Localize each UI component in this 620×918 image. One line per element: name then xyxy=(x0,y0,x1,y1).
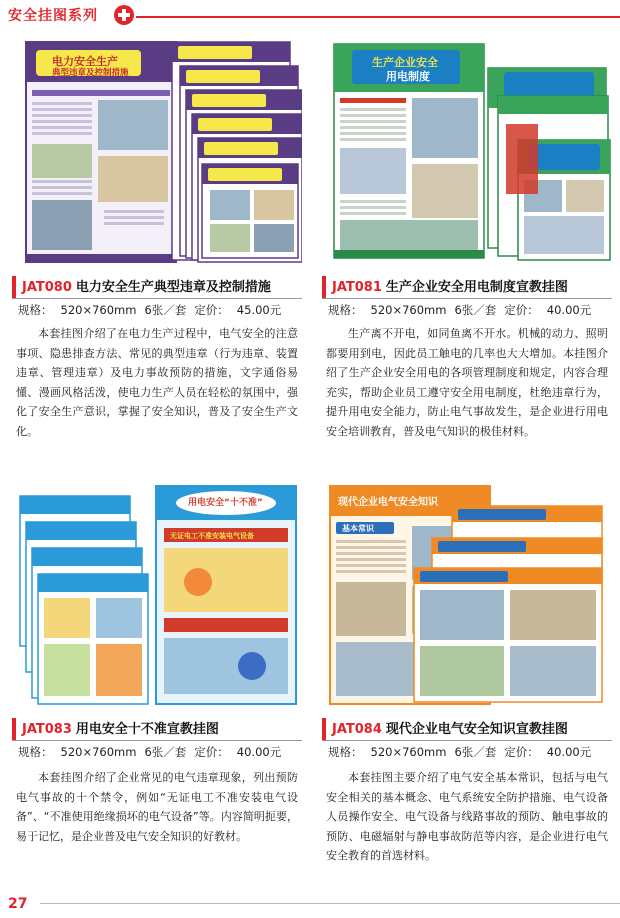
spec-count: 6张／套 xyxy=(144,303,187,317)
product-title xyxy=(12,276,302,298)
header-divider xyxy=(136,16,620,18)
spec-label: 规格： xyxy=(328,745,363,759)
spec-size: 520×760mm xyxy=(60,745,137,759)
product-name: 现代企业电气安全知识宣教挂图 xyxy=(385,722,568,737)
title-divider xyxy=(322,740,612,741)
poster-set-illustration xyxy=(322,482,612,710)
page-header xyxy=(0,0,620,30)
spec-label: 规格： xyxy=(18,745,53,759)
poster-subheadline: 用电制度 xyxy=(386,70,430,83)
series-title: 安全挂图系列 xyxy=(8,8,98,24)
spec-label: 规格： xyxy=(328,303,363,317)
price-label: 定价： xyxy=(504,303,539,317)
poster-subheadline: 典型违章及控制措施 xyxy=(52,68,129,78)
product-image-jat081 xyxy=(322,40,612,268)
price-value: 40.00元 xyxy=(546,303,592,317)
spec-size: 520×760mm xyxy=(370,745,447,759)
price-label: 定价： xyxy=(194,303,229,317)
product-image-jat083 xyxy=(12,482,302,710)
product-code: JAT081 xyxy=(332,280,382,295)
product-image-jat084 xyxy=(322,482,612,710)
product-card-jat084 xyxy=(322,482,612,862)
product-name: 生产企业安全用电制度宣教挂图 xyxy=(385,280,568,295)
product-description: 本套挂图介绍了企业常见的电气违章现象，列出预防电气事故的十个禁令，例如“无证电工不准安装电气设备”、“不准使用绝缘损坏的电气设备”等。内容简明扼要，易于记忆，是企业普及电气安全知识的好教材。 xyxy=(16,771,298,843)
product-title xyxy=(322,718,612,740)
title-divider xyxy=(322,298,612,299)
spec-count: 6张／套 xyxy=(454,745,497,759)
spec-count: 6张／套 xyxy=(144,745,187,759)
product-description: 本套挂图主要介绍了电气安全基本常识，包括与电气安全相关的基本概念、电气系统安全防护措施、电气设备人员操作安全、电气设备与线路事故的预防、触电事故的预防、电磁辐射与静电事故防范等内容，是企业进行电气安全教育的首选材料。 xyxy=(326,771,608,862)
poster-set-illustration xyxy=(322,40,612,268)
price-label: 定价： xyxy=(194,745,229,759)
poster-headline: 现代企业电气安全知识 xyxy=(338,497,438,508)
price-value: 40.00元 xyxy=(236,745,282,759)
product-name: 用电安全十不准宣教挂图 xyxy=(75,722,219,737)
spec-size: 520×760mm xyxy=(60,303,137,317)
product-spec xyxy=(328,302,599,318)
poster-subheadline: 基本常识 xyxy=(342,524,374,533)
spec-label: 规格： xyxy=(18,303,53,317)
red-cross-logo-icon xyxy=(114,5,134,25)
product-spec xyxy=(328,744,599,760)
product-code: JAT080 xyxy=(22,280,72,295)
product-card-jat083 xyxy=(12,482,302,862)
spec-count: 6张／套 xyxy=(454,303,497,317)
product-title xyxy=(322,276,612,298)
product-code: JAT083 xyxy=(22,722,72,737)
price-value: 45.00元 xyxy=(236,303,282,317)
price-value: 40.00元 xyxy=(546,745,592,759)
title-divider xyxy=(12,740,302,741)
product-description: 生产离不开电，如同鱼离不开水。机械的动力、照明都要用到电，因此员工触电的几率也大大增加。本挂图介绍了生产企业安全用电的各项管理制度和规定，内容合理充实，帮助企业员工遵守安全用电制度，杜绝违章行为，提升用电安全能力，防止电气事故发生，是企业进行用电安全培训教育，普及电气知识的极佳材料。 xyxy=(326,327,608,438)
title-divider xyxy=(12,298,302,299)
poster-headline: 电力安全生产 xyxy=(52,55,118,68)
product-image-jat080 xyxy=(12,40,302,268)
poster-headline: 生产企业安全 xyxy=(372,56,438,69)
product-name: 电力安全生产典型违章及控制措施 xyxy=(75,280,271,295)
footer-divider xyxy=(40,903,620,904)
price-label: 定价： xyxy=(504,745,539,759)
page-number: 27 xyxy=(8,896,28,912)
poster-headline: 用电安全“十不准” xyxy=(188,498,263,508)
spec-size: 520×760mm xyxy=(370,303,447,317)
product-description: 本套挂图介绍了在电力生产过程中，电气安全的注意事项、隐患排查方法、常见的典型违章（行为违章、装置违章、管理违章）及电力事故预防的措施，文字通俗易懂、漫画风格活泼，使电力生产人员在轻松的氛围中，强化了安全生产意识，掌握了安全知识，普及了安全生产文化。 xyxy=(16,327,298,438)
product-card-jat081 xyxy=(322,40,612,438)
product-card-jat080 xyxy=(12,40,302,438)
product-code: JAT084 xyxy=(332,722,382,737)
poster-subheadline: 无证电工不准安装电气设备 xyxy=(170,532,254,540)
product-spec xyxy=(18,744,289,760)
poster-set-illustration xyxy=(12,482,302,710)
product-spec xyxy=(18,302,289,318)
product-title xyxy=(12,718,302,740)
